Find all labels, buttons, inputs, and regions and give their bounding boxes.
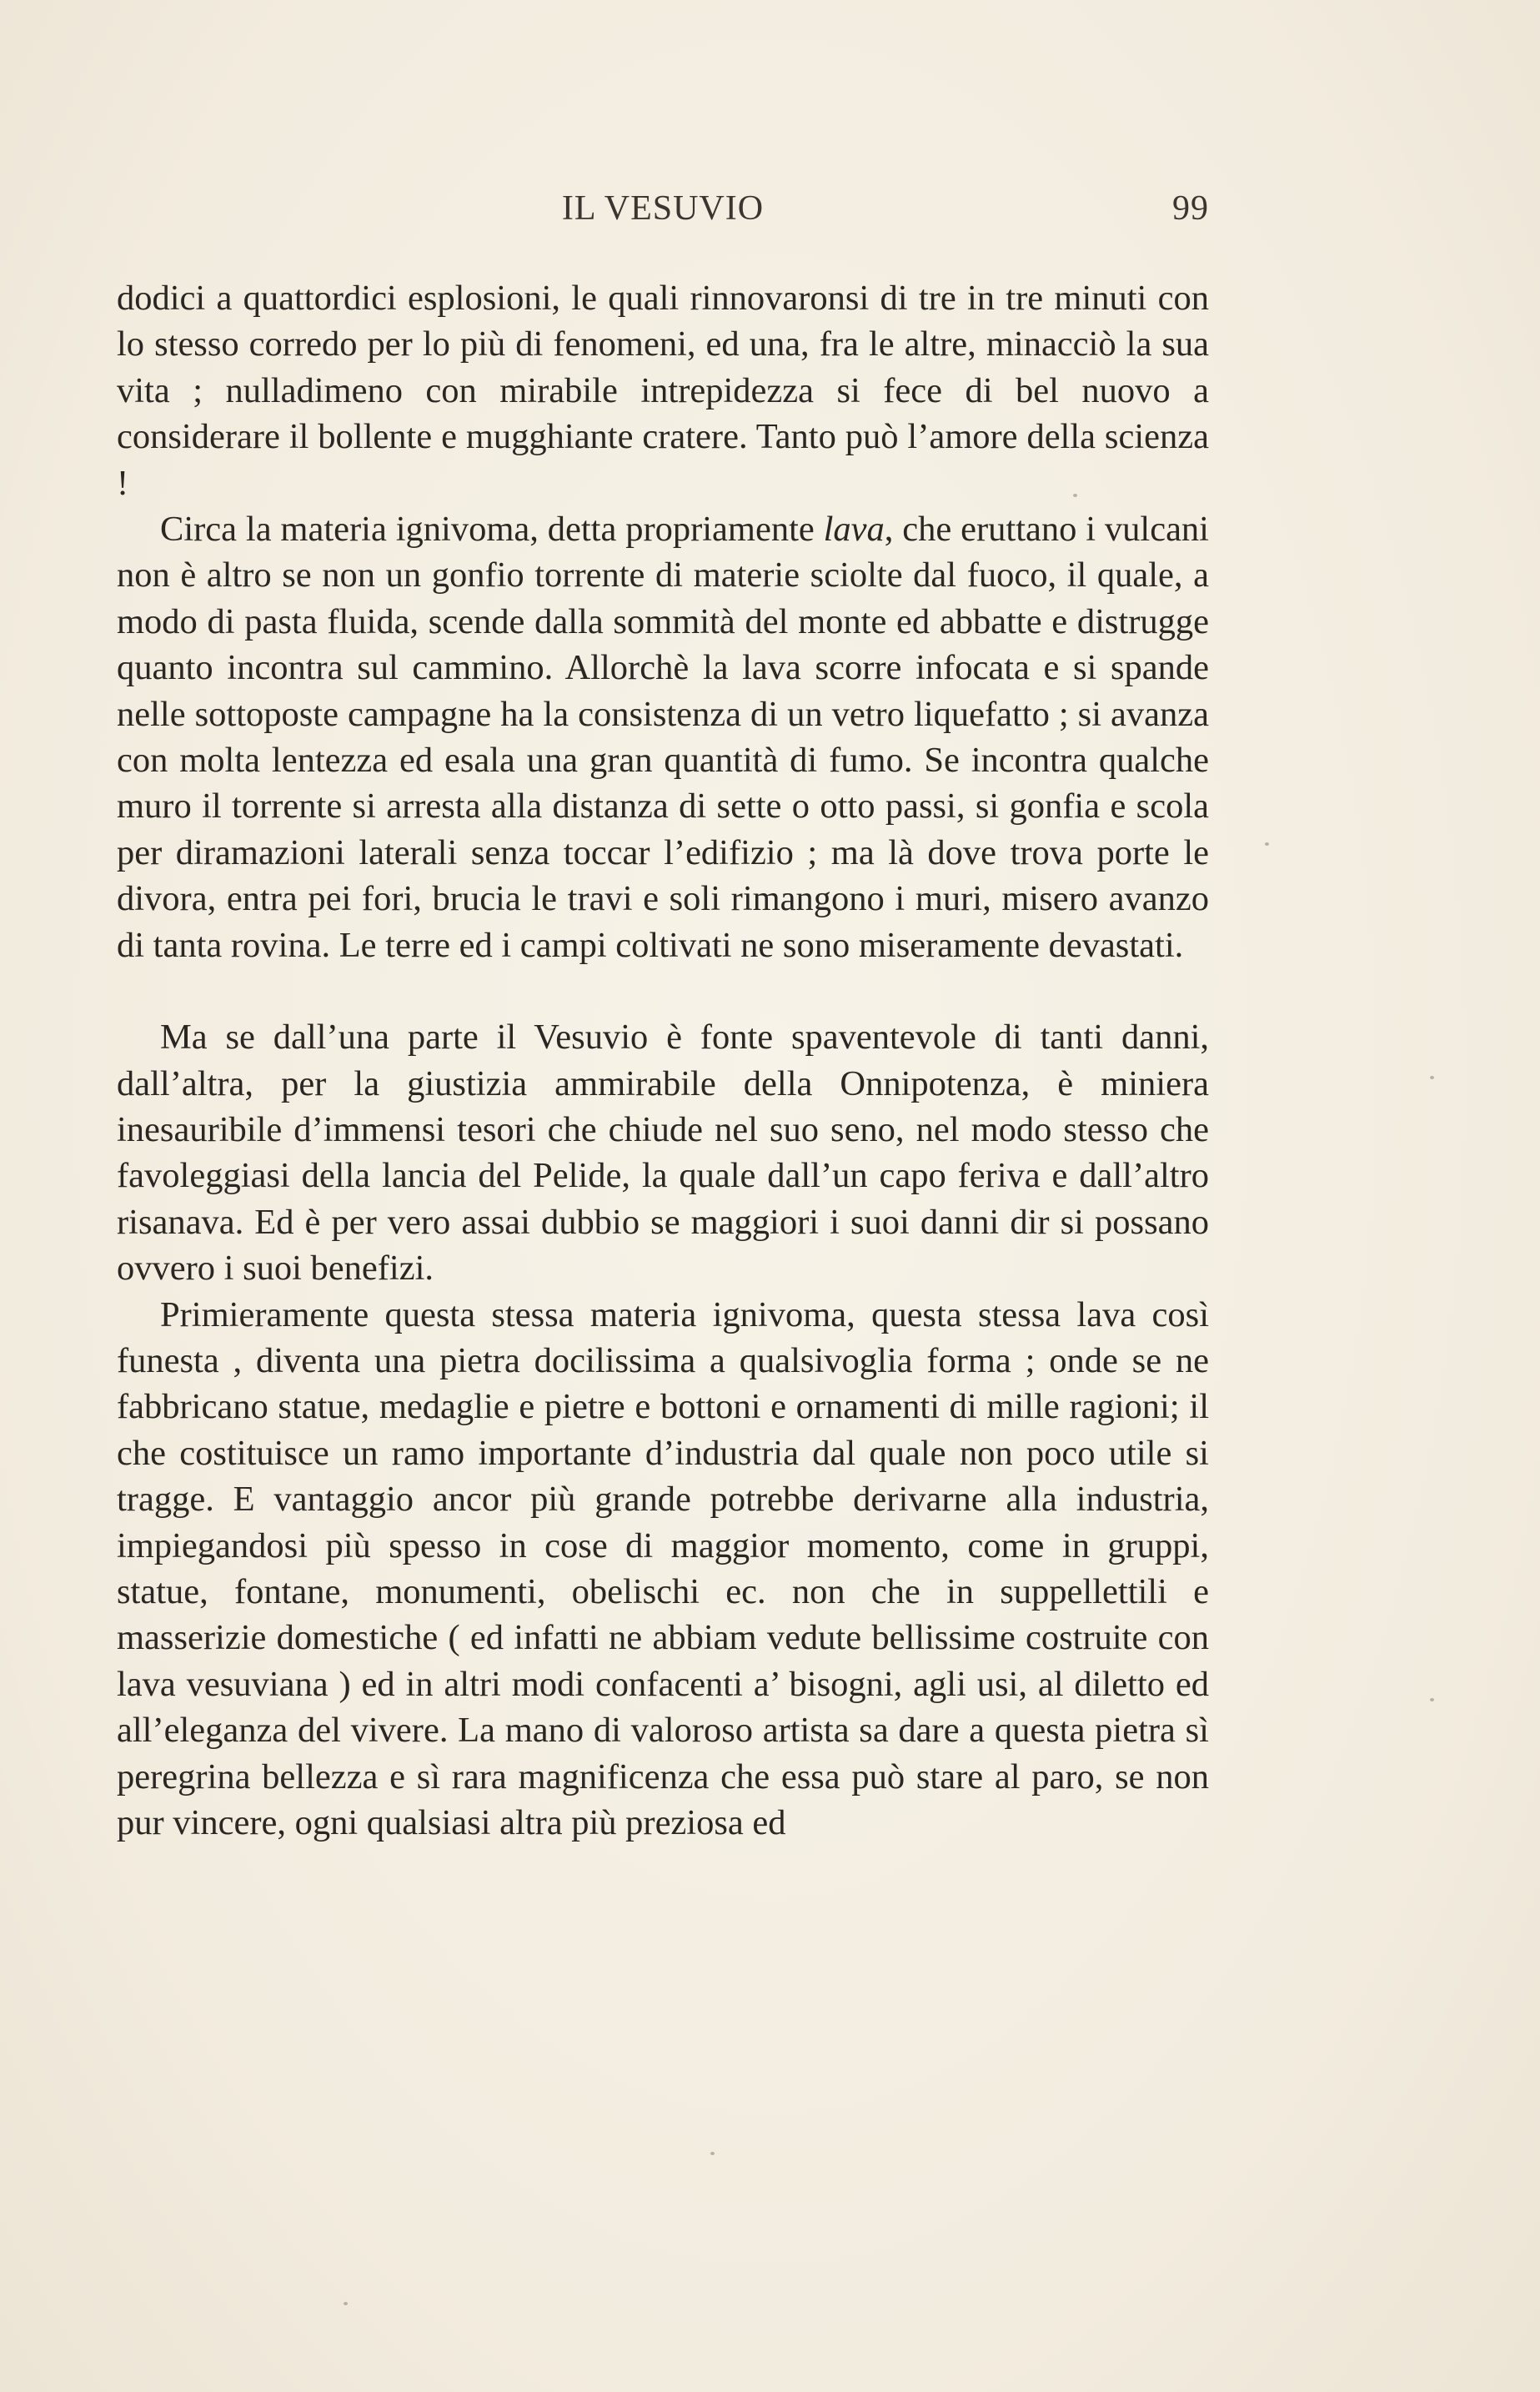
body-text	[117, 275, 1209, 1846]
paragraph-1: dodici a quattordici esplosioni, le quali rinnovaronsi di tre in tre minuti con lo stesso corredo per lo più di fenomeni, ed una, fra le altre, minacciò la sua vita ; nulladimeno con mirabile intrepidezza si fece di bel nuovo a considerare il bollente e mugghiante cratere. Tanto può l’amore della scienza !	[117, 279, 1209, 503]
paper-speck	[1430, 1076, 1434, 1079]
running-header	[117, 188, 1209, 239]
paragraph-2-start: Circa la materia ignivoma, detta propriamente	[160, 510, 824, 550]
paper-speck	[1265, 842, 1269, 846]
italic-term-lava: lava	[823, 510, 885, 550]
paragraph-2-rest: , che eruttano i vulcani non è altro se non un gonfio torrente di materie sciolte dal fuoco, il quale, a modo di pasta fluida, scende dalla sommità del monte ed abbatte e distrugge quanto incontra sul cammino. Allorchè la lava scorre infocata e si spande nelle sottoposte campagne ha la consistenza di un vetro liquefatto ; si avanza con molta lentezza ed esala una gran quantità di fumo. Se incontra qualche muro il torrente si arresta alla distanza di sette o otto passi, si gonfia e scola per diramazioni laterali senza toccar l’edifizio ; ma là dove trova porte le divora, entra pei fori, brucia le travi e soli rimangono i muri, misero avanzo di tanta rovina. Le terre ed i campi coltivati ne sono miseramente devastati.	[117, 510, 1209, 965]
paragraph-2	[117, 506, 1209, 968]
paragraph-4: Primieramente questa stessa materia ignivoma, questa stessa lava così funesta , diventa una pietra docilissima a qualsivoglia forma ; onde se ne fabbricano statue, medaglie e pietre e bottoni e ornamenti di mille ragioni; il che costituisce un ramo importante d’industria dal quale non poco utile si tragge. E vantaggio ancor più grande potrebbe derivarne alla industria, impiegandosi più spesso in cose di maggior momento, come in gruppi, statue, fontane, monumenti, obelischi ec. non che in suppellettili e masserizie domestiche ( ed infatti ne abbiam vedute bellissime costruite con lava vesuviana ) ed in altri modi confacenti a’ bisogni, agli usi, al diletto ed all’eleganza del vivere. La mano di valoroso artista sa dare a questa pietra sì peregrina bellezza e sì rara magnificenza che essa può stare al paro, se non pur vincere, ogni qualsiasi altra più preziosa ed	[117, 1294, 1209, 1842]
page-number: 99	[1172, 189, 1209, 228]
paragraph-3: Ma se dall’una parte il Vesuvio è fonte spaventevole di tanti danni, dall’altra, per la giustizia ammirabile della Onnipotenza, è miniera inesauribile d’immensi tesori che chiude nel suo seno, nel modo stesso che favoleggiasi della lancia del Pelide, la quale dall’un capo feriva e dall’altro risanava. Ed è per vero assai dubbio se maggiori i suoi danni dir si possano ovvero i suoi benefizi.	[117, 1018, 1209, 1289]
paper-speck	[344, 2302, 348, 2305]
paper-speck	[1073, 494, 1077, 497]
paper-speck	[710, 2152, 715, 2155]
paper-speck	[1430, 1698, 1434, 1701]
running-title: IL VESUVIO	[561, 189, 765, 228]
